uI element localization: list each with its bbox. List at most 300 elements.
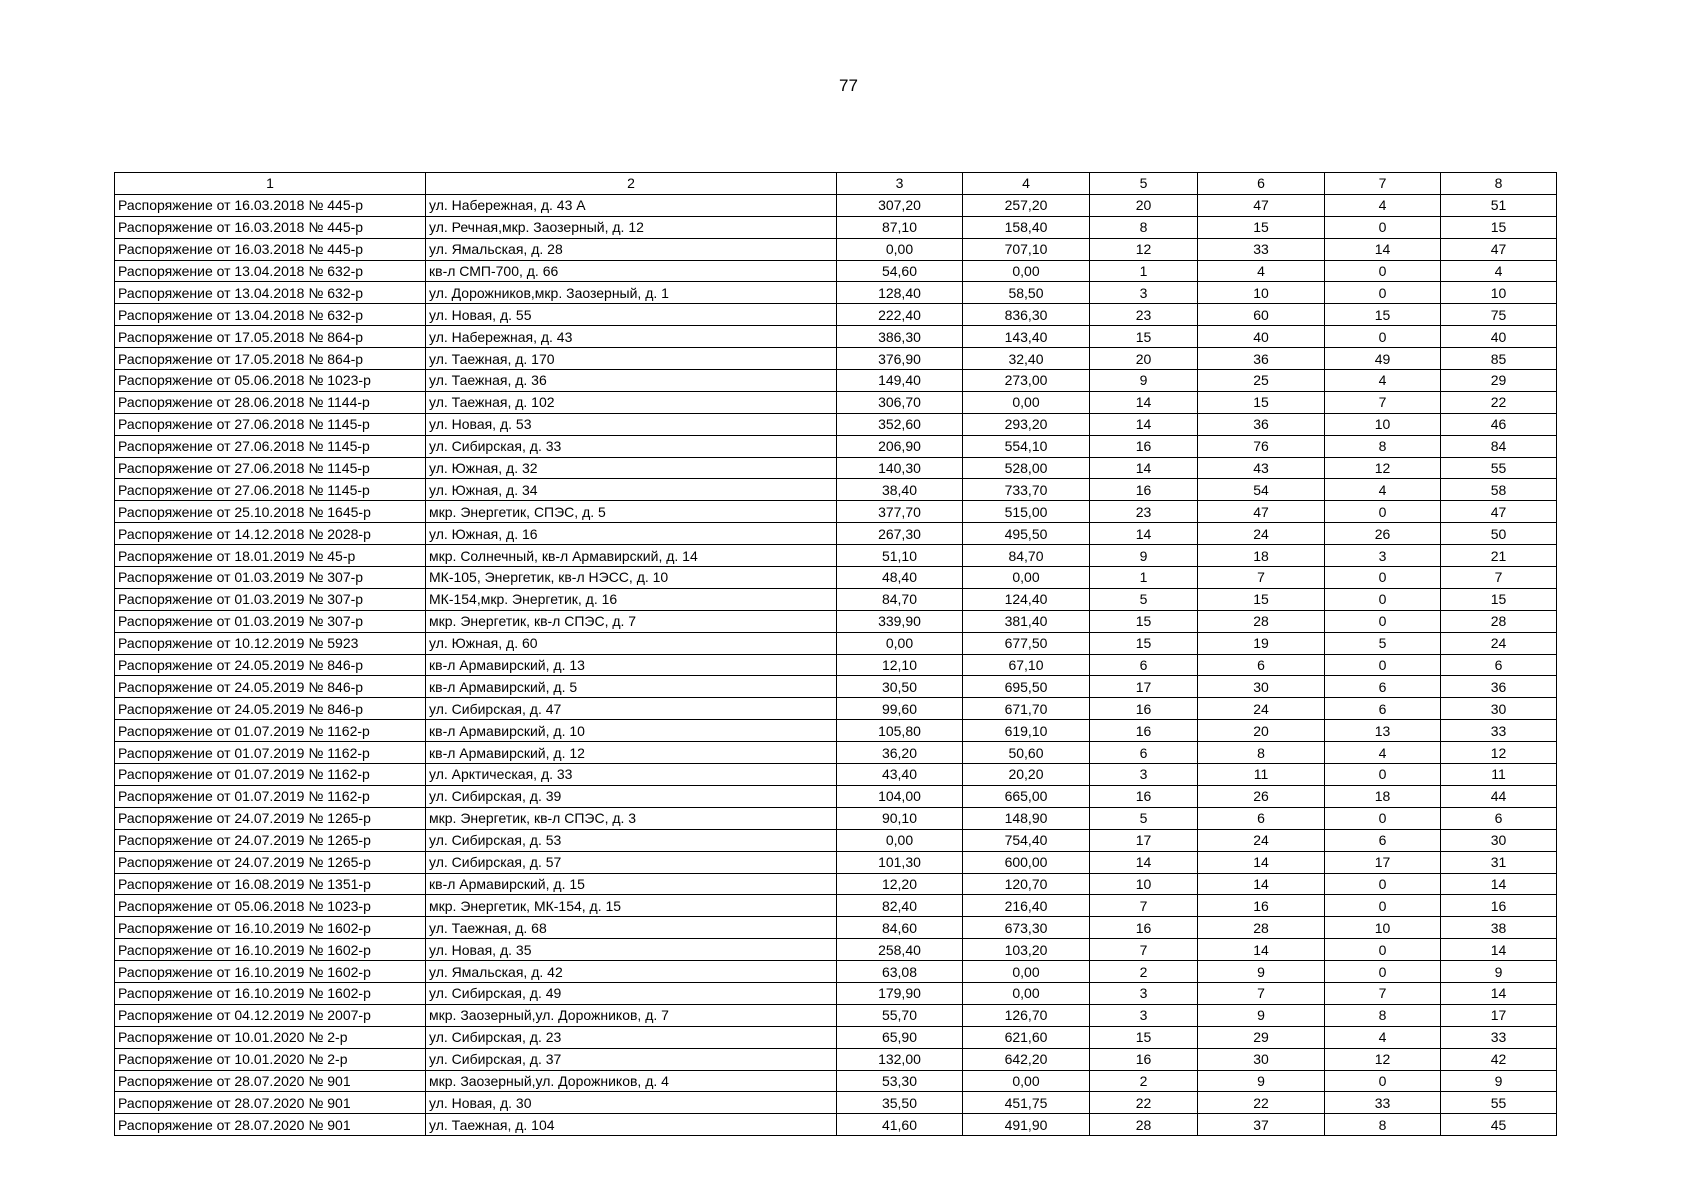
value-cell: 101,30 [837,851,963,873]
value-cell: 495,50 [963,523,1090,545]
count-cell: 22 [1441,391,1557,413]
address-cell: мкр. Заозерный,ул. Дорожников, д. 7 [426,1004,837,1026]
value-cell: 0,00 [963,961,1090,983]
value-cell: 128,40 [837,282,963,304]
address-cell: мкр. Энергетик, кв-л СПЭС, д. 7 [426,610,837,632]
value-cell: 515,00 [963,501,1090,523]
value-cell: 179,90 [837,982,963,1004]
value-cell: 50,60 [963,742,1090,764]
document-cell: Распоряжение от 16.10.2019 № 1602-р [115,917,426,939]
value-cell: 222,40 [837,304,963,326]
value-cell: 0,00 [963,567,1090,589]
count-cell: 10 [1090,873,1198,895]
value-cell: 12,20 [837,873,963,895]
value-cell: 707,10 [963,238,1090,260]
count-cell: 20 [1198,720,1325,742]
count-cell: 22 [1198,1092,1325,1114]
count-cell: 76 [1198,435,1325,457]
value-cell: 306,70 [837,391,963,413]
count-cell: 0 [1325,567,1441,589]
count-cell: 16 [1441,895,1557,917]
value-cell: 206,90 [837,435,963,457]
value-cell: 665,00 [963,785,1090,807]
count-cell: 26 [1325,523,1441,545]
address-cell: ул. Таежная, д. 68 [426,917,837,939]
count-cell: 9 [1090,370,1198,392]
count-cell: 85 [1441,348,1557,370]
document-cell: Распоряжение от 01.07.2019 № 1162-р [115,742,426,764]
table-row [115,588,1557,610]
address-cell: ул. Набережная, д. 43 [426,326,837,348]
table-row [115,194,1557,216]
count-cell: 0 [1325,326,1441,348]
count-cell: 40 [1441,326,1557,348]
address-cell: ул. Новая, д. 55 [426,304,837,326]
count-cell: 0 [1325,873,1441,895]
count-cell: 55 [1441,1092,1557,1114]
count-cell: 7 [1198,982,1325,1004]
count-cell: 36 [1441,676,1557,698]
count-cell: 17 [1441,1004,1557,1026]
table-row [115,676,1557,698]
value-cell: 754,40 [963,829,1090,851]
document-cell: Распоряжение от 24.07.2019 № 1265-р [115,851,426,873]
value-cell: 82,40 [837,895,963,917]
column-header: 6 [1198,173,1325,195]
value-cell: 126,70 [963,1004,1090,1026]
count-cell: 14 [1090,523,1198,545]
count-cell: 31 [1441,851,1557,873]
count-cell: 0 [1325,654,1441,676]
address-cell: кв-л Армавирский, д. 15 [426,873,837,895]
table-row [115,523,1557,545]
value-cell: 148,90 [963,807,1090,829]
count-cell: 1 [1090,260,1198,282]
value-cell: 120,70 [963,873,1090,895]
table-row [115,567,1557,589]
count-cell: 3 [1090,1004,1198,1026]
count-cell: 28 [1198,610,1325,632]
value-cell: 0,00 [837,632,963,654]
value-cell: 376,90 [837,348,963,370]
document-cell: Распоряжение от 16.10.2019 № 1602-р [115,939,426,961]
column-header: 2 [426,173,837,195]
count-cell: 75 [1441,304,1557,326]
count-cell: 14 [1090,391,1198,413]
address-cell: ул. Новая, д. 30 [426,1092,837,1114]
count-cell: 18 [1325,785,1441,807]
count-cell: 17 [1090,676,1198,698]
count-cell: 0 [1325,282,1441,304]
count-cell: 50 [1441,523,1557,545]
count-cell: 14 [1441,939,1557,961]
table-row [115,457,1557,479]
count-cell: 0 [1325,939,1441,961]
table-row [115,654,1557,676]
value-cell: 103,20 [963,939,1090,961]
count-cell: 8 [1325,435,1441,457]
value-cell: 0,00 [837,238,963,260]
value-cell: 38,40 [837,479,963,501]
count-cell: 0 [1325,764,1441,786]
value-cell: 491,90 [963,1114,1090,1136]
count-cell: 0 [1325,216,1441,238]
count-cell: 15 [1198,588,1325,610]
count-cell: 16 [1090,698,1198,720]
address-cell: кв-л Армавирский, д. 5 [426,676,837,698]
count-cell: 6 [1090,654,1198,676]
value-cell: 43,40 [837,764,963,786]
document-cell: Распоряжение от 16.08.2019 № 1351-р [115,873,426,895]
address-cell: мкр. Энергетик, МК-154, д. 15 [426,895,837,917]
count-cell: 45 [1441,1114,1557,1136]
document-cell: Распоряжение от 01.03.2019 № 307-р [115,588,426,610]
count-cell: 10 [1441,282,1557,304]
table-row [115,282,1557,304]
address-cell: ул. Сибирская, д. 37 [426,1048,837,1070]
table-row [115,348,1557,370]
count-cell: 30 [1198,1048,1325,1070]
column-header: 8 [1441,173,1557,195]
count-cell: 43 [1198,457,1325,479]
value-cell: 65,90 [837,1026,963,1048]
count-cell: 46 [1441,413,1557,435]
count-cell: 30 [1441,698,1557,720]
count-cell: 16 [1090,785,1198,807]
table-row [115,917,1557,939]
address-cell: ул. Арктическая, д. 33 [426,764,837,786]
value-cell: 451,75 [963,1092,1090,1114]
address-cell: ул. Южная, д. 16 [426,523,837,545]
count-cell: 8 [1090,216,1198,238]
count-cell: 16 [1198,895,1325,917]
document-cell: Распоряжение от 13.04.2018 № 632-р [115,282,426,304]
count-cell: 12 [1441,742,1557,764]
document-cell: Распоряжение от 01.07.2019 № 1162-р [115,764,426,786]
value-cell: 158,40 [963,216,1090,238]
count-cell: 24 [1198,829,1325,851]
count-cell: 51 [1441,194,1557,216]
document-cell: Распоряжение от 10.12.2019 № 5923 [115,632,426,654]
address-cell: ул. Южная, д. 34 [426,479,837,501]
value-cell: 386,30 [837,326,963,348]
address-cell: ул. Сибирская, д. 23 [426,1026,837,1048]
table-row [115,742,1557,764]
document-cell: Распоряжение от 16.03.2018 № 445-р [115,216,426,238]
count-cell: 10 [1325,917,1441,939]
document-cell: Распоряжение от 01.07.2019 № 1162-р [115,720,426,742]
table-body [115,194,1557,1135]
table-row [115,501,1557,523]
count-cell: 0 [1325,610,1441,632]
document-cell: Распоряжение от 28.07.2020 № 901 [115,1092,426,1114]
count-cell: 13 [1325,720,1441,742]
document-cell: Распоряжение от 01.03.2019 № 307-р [115,567,426,589]
value-cell: 677,50 [963,632,1090,654]
table-row [115,785,1557,807]
value-cell: 84,70 [837,588,963,610]
value-cell: 84,70 [963,545,1090,567]
count-cell: 0 [1325,1070,1441,1092]
table-row [115,807,1557,829]
address-cell: кв-л СМП-700, д. 66 [426,260,837,282]
table-row [115,304,1557,326]
table-row [115,720,1557,742]
count-cell: 30 [1198,676,1325,698]
document-cell: Распоряжение от 16.10.2019 № 1602-р [115,961,426,983]
table-row [115,829,1557,851]
value-cell: 528,00 [963,457,1090,479]
count-cell: 7 [1325,982,1441,1004]
count-cell: 7 [1441,567,1557,589]
count-cell: 7 [1325,391,1441,413]
document-cell: Распоряжение от 28.06.2018 № 1144-р [115,391,426,413]
document-cell: Распоряжение от 05.06.2018 № 1023-р [115,370,426,392]
value-cell: 20,20 [963,764,1090,786]
count-cell: 58 [1441,479,1557,501]
count-cell: 14 [1198,851,1325,873]
count-cell: 11 [1441,764,1557,786]
column-header: 1 [115,173,426,195]
data-table [114,172,1557,1136]
document-cell: Распоряжение от 14.12.2018 № 2028-р [115,523,426,545]
count-cell: 0 [1325,895,1441,917]
table-row [115,961,1557,983]
document-cell: Распоряжение от 27.06.2018 № 1145-р [115,479,426,501]
count-cell: 0 [1325,961,1441,983]
count-cell: 7 [1198,567,1325,589]
address-cell: ул. Южная, д. 60 [426,632,837,654]
count-cell: 0 [1325,260,1441,282]
value-cell: 671,70 [963,698,1090,720]
table-row [115,632,1557,654]
count-cell: 4 [1325,194,1441,216]
count-cell: 0 [1325,807,1441,829]
value-cell: 90,10 [837,807,963,829]
table-row [115,982,1557,1004]
value-cell: 0,00 [963,260,1090,282]
address-cell: ул. Новая, д. 53 [426,413,837,435]
column-header: 3 [837,173,963,195]
count-cell: 3 [1090,982,1198,1004]
table-row [115,1114,1557,1136]
count-cell: 33 [1441,720,1557,742]
value-cell: 381,40 [963,610,1090,632]
count-cell: 28 [1198,917,1325,939]
value-cell: 36,20 [837,742,963,764]
value-cell: 642,20 [963,1048,1090,1070]
address-cell: кв-л Армавирский, д. 12 [426,742,837,764]
value-cell: 87,10 [837,216,963,238]
table-row [115,435,1557,457]
document-cell: Распоряжение от 13.04.2018 № 632-р [115,304,426,326]
count-cell: 84 [1441,435,1557,457]
address-cell: ул. Ямальская, д. 42 [426,961,837,983]
value-cell: 104,00 [837,785,963,807]
count-cell: 24 [1198,523,1325,545]
table-row [115,939,1557,961]
count-cell: 37 [1198,1114,1325,1136]
address-cell: ул. Речная,мкр. Заозерный, д. 12 [426,216,837,238]
document-cell: Распоряжение от 24.07.2019 № 1265-р [115,829,426,851]
value-cell: 0,00 [963,1070,1090,1092]
value-cell: 84,60 [837,917,963,939]
page-number: 77 [839,76,858,95]
count-cell: 6 [1325,676,1441,698]
address-cell: ул. Таежная, д. 36 [426,370,837,392]
count-cell: 30 [1441,829,1557,851]
count-cell: 15 [1198,391,1325,413]
value-cell: 143,40 [963,326,1090,348]
column-header: 5 [1090,173,1198,195]
value-cell: 132,00 [837,1048,963,1070]
count-cell: 4 [1325,742,1441,764]
count-cell: 14 [1441,873,1557,895]
value-cell: 58,50 [963,282,1090,304]
value-cell: 35,50 [837,1092,963,1114]
count-cell: 14 [1325,238,1441,260]
value-cell: 600,00 [963,851,1090,873]
count-cell: 7 [1090,939,1198,961]
value-cell: 267,30 [837,523,963,545]
address-cell: ул. Таежная, д. 102 [426,391,837,413]
count-cell: 24 [1198,698,1325,720]
count-cell: 6 [1198,654,1325,676]
count-cell: 6 [1441,654,1557,676]
count-cell: 15 [1441,216,1557,238]
address-cell: мкр. Солнечный, кв-л Армавирский, д. 14 [426,545,837,567]
value-cell: 273,00 [963,370,1090,392]
count-cell: 12 [1325,1048,1441,1070]
document-cell: Распоряжение от 24.05.2019 № 846-р [115,676,426,698]
count-cell: 16 [1090,1048,1198,1070]
count-cell: 9 [1090,545,1198,567]
count-cell: 5 [1325,632,1441,654]
table-row [115,545,1557,567]
count-cell: 26 [1198,785,1325,807]
count-cell: 9 [1198,1070,1325,1092]
value-cell: 67,10 [963,654,1090,676]
document-cell: Распоряжение от 27.06.2018 № 1145-р [115,457,426,479]
value-cell: 51,10 [837,545,963,567]
count-cell: 23 [1090,304,1198,326]
address-cell: ул. Сибирская, д. 57 [426,851,837,873]
address-cell: кв-л Армавирский, д. 13 [426,654,837,676]
table-row [115,764,1557,786]
document-cell: Распоряжение от 24.07.2019 № 1265-р [115,807,426,829]
document-cell: Распоряжение от 01.03.2019 № 307-р [115,610,426,632]
count-cell: 38 [1441,917,1557,939]
count-cell: 10 [1325,413,1441,435]
count-cell: 22 [1090,1092,1198,1114]
count-cell: 60 [1198,304,1325,326]
document-cell: Распоряжение от 17.05.2018 № 864-р [115,326,426,348]
document-cell: Распоряжение от 18.01.2019 № 45-р [115,545,426,567]
document-cell: Распоряжение от 25.10.2018 № 1645-р [115,501,426,523]
value-cell: 258,40 [837,939,963,961]
count-cell: 25 [1198,370,1325,392]
count-cell: 29 [1441,370,1557,392]
table-row [115,391,1557,413]
value-cell: 339,90 [837,610,963,632]
count-cell: 4 [1441,260,1557,282]
address-cell: МК-154,мкр. Энергетик, д. 16 [426,588,837,610]
count-cell: 6 [1325,698,1441,720]
count-cell: 3 [1325,545,1441,567]
count-cell: 3 [1090,764,1198,786]
count-cell: 15 [1090,632,1198,654]
table-header-row [115,173,1557,195]
count-cell: 4 [1325,370,1441,392]
column-header: 4 [963,173,1090,195]
address-cell: ул. Таежная, д. 170 [426,348,837,370]
count-cell: 21 [1441,545,1557,567]
count-cell: 15 [1198,216,1325,238]
count-cell: 28 [1090,1114,1198,1136]
count-cell: 47 [1441,238,1557,260]
count-cell: 11 [1198,764,1325,786]
count-cell: 8 [1325,1004,1441,1026]
count-cell: 15 [1441,588,1557,610]
value-cell: 124,40 [963,588,1090,610]
table-row [115,851,1557,873]
address-cell: мкр. Энергетик, СПЭС, д. 5 [426,501,837,523]
document-cell: Распоряжение от 10.01.2020 № 2-р [115,1048,426,1070]
address-cell: ул. Сибирская, д. 39 [426,785,837,807]
table-row [115,895,1557,917]
document-cell: Распоряжение от 24.05.2019 № 846-р [115,654,426,676]
address-cell: МК-105, Энергетик, кв-л НЭСС, д. 10 [426,567,837,589]
count-cell: 33 [1198,238,1325,260]
address-cell: ул. Сибирская, д. 49 [426,982,837,1004]
count-cell: 23 [1090,501,1198,523]
count-cell: 15 [1090,1026,1198,1048]
address-cell: ул. Сибирская, д. 53 [426,829,837,851]
count-cell: 6 [1325,829,1441,851]
count-cell: 17 [1325,851,1441,873]
document-cell: Распоряжение от 27.06.2018 № 1145-р [115,435,426,457]
count-cell: 6 [1441,807,1557,829]
value-cell: 63,08 [837,961,963,983]
table-row [115,610,1557,632]
count-cell: 14 [1441,982,1557,1004]
value-cell: 673,30 [963,917,1090,939]
count-cell: 12 [1325,457,1441,479]
count-cell: 42 [1441,1048,1557,1070]
value-cell: 216,40 [963,895,1090,917]
value-cell: 307,20 [837,194,963,216]
count-cell: 8 [1198,742,1325,764]
count-cell: 5 [1090,588,1198,610]
table-row [115,1004,1557,1026]
table-row [115,479,1557,501]
count-cell: 0 [1325,588,1441,610]
count-cell: 47 [1198,501,1325,523]
value-cell: 0,00 [963,391,1090,413]
value-cell: 836,30 [963,304,1090,326]
value-cell: 0,00 [963,982,1090,1004]
count-cell: 12 [1090,238,1198,260]
column-header: 7 [1325,173,1441,195]
count-cell: 1 [1090,567,1198,589]
count-cell: 4 [1198,260,1325,282]
count-cell: 20 [1090,194,1198,216]
count-cell: 14 [1090,851,1198,873]
address-cell: ул. Набережная, д. 43 А [426,194,837,216]
address-cell: мкр. Энергетик, кв-л СПЭС, д. 3 [426,807,837,829]
table-row [115,260,1557,282]
document-cell: Распоряжение от 16.03.2018 № 445-р [115,238,426,260]
